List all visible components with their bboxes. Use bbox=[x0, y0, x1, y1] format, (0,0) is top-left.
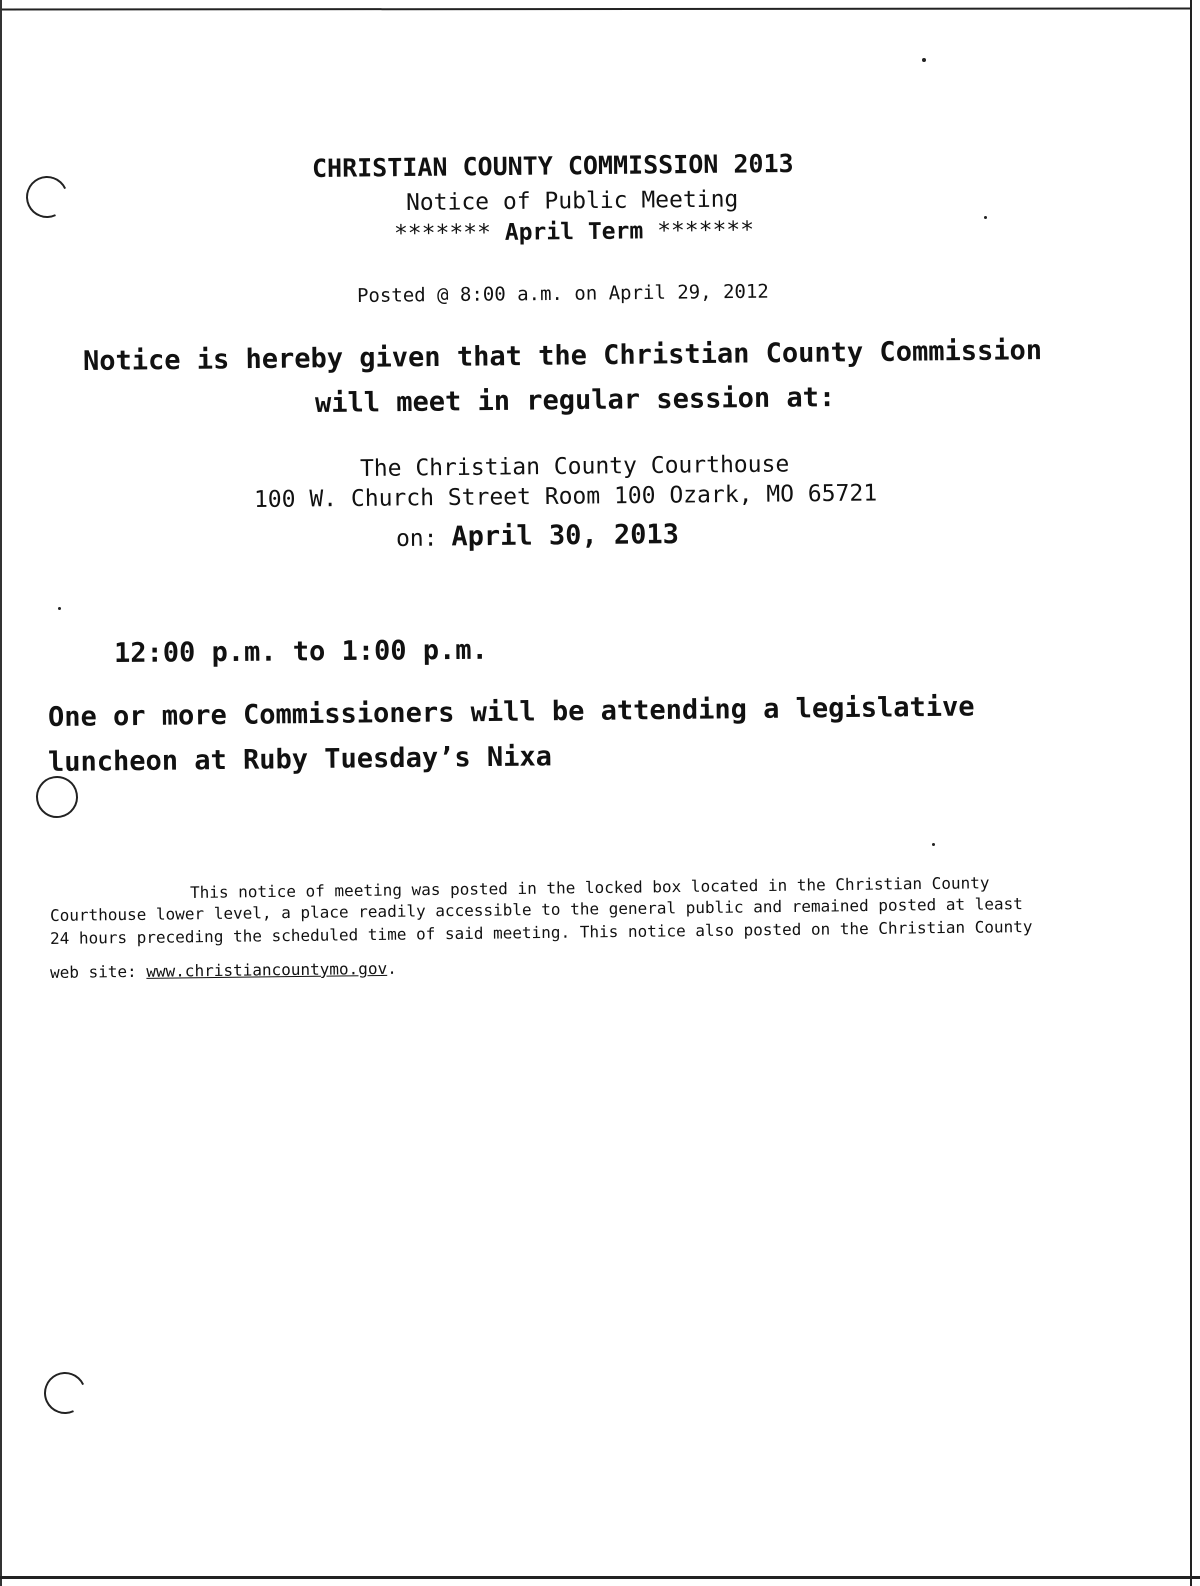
document-title: CHRISTIAN COUNTY COMMISSION 2013 bbox=[311, 148, 794, 183]
footer-line-4 bbox=[50, 959, 397, 982]
document-subtitle: Notice of Public Meeting bbox=[405, 186, 739, 216]
footer-line-2: Courthouse lower level, a place readily accessible to the general public and remained posted at least bbox=[49, 894, 1023, 925]
scan-edge-left bbox=[0, 0, 2, 1586]
punch-hole-icon bbox=[38, 1366, 92, 1420]
meeting-date-line bbox=[396, 519, 679, 553]
term-label: April Term bbox=[504, 218, 644, 246]
term-prefix: ******* bbox=[393, 219, 492, 247]
scan-edge-bottom bbox=[0, 1576, 1200, 1579]
notice-line-2: will meet in regular session at: bbox=[314, 382, 836, 419]
meeting-time: 12:00 p.m. to 1:00 p.m. bbox=[113, 634, 488, 669]
punch-hole-icon bbox=[20, 170, 74, 224]
scan-speck bbox=[932, 843, 935, 846]
notice-line-1: Notice is hereby given that the Christian County Commission bbox=[82, 335, 1043, 377]
scan-speck bbox=[58, 607, 61, 610]
scan-edge-right bbox=[1190, 0, 1192, 1586]
scan-speck bbox=[984, 216, 987, 219]
event-line-1: One or more Commissioners will be attending a legislative bbox=[47, 691, 975, 733]
punch-hole-icon bbox=[33, 773, 82, 822]
footer-line-1: This notice of meeting was posted in the locked box located in the Christian County bbox=[189, 873, 990, 902]
footer-period: . bbox=[387, 958, 397, 978]
event-line-2: luncheon at Ruby Tuesday’s Nixa bbox=[47, 741, 553, 778]
on-label: on: bbox=[395, 525, 438, 552]
term-line bbox=[394, 217, 754, 247]
scan-edge-top bbox=[0, 7, 1192, 10]
website-link[interactable]: www.christiancountymo.gov bbox=[146, 958, 388, 981]
posted-timestamp: Posted @ 8:00 a.m. on April 29, 2012 bbox=[356, 280, 769, 307]
footer-website-label: web site: bbox=[49, 961, 137, 982]
footer-line-3: 24 hours preceding the scheduled time of said meeting. This notice also posted on the Christian County bbox=[49, 916, 1033, 948]
meeting-date: April 30, 2013 bbox=[451, 519, 680, 553]
scan-speck bbox=[922, 58, 926, 62]
location-address: 100 W. Church Street Room 100 Ozark, MO 65721 bbox=[253, 480, 878, 513]
term-suffix: ******* bbox=[656, 217, 755, 245]
location-building: The Christian County Courthouse bbox=[359, 451, 790, 482]
